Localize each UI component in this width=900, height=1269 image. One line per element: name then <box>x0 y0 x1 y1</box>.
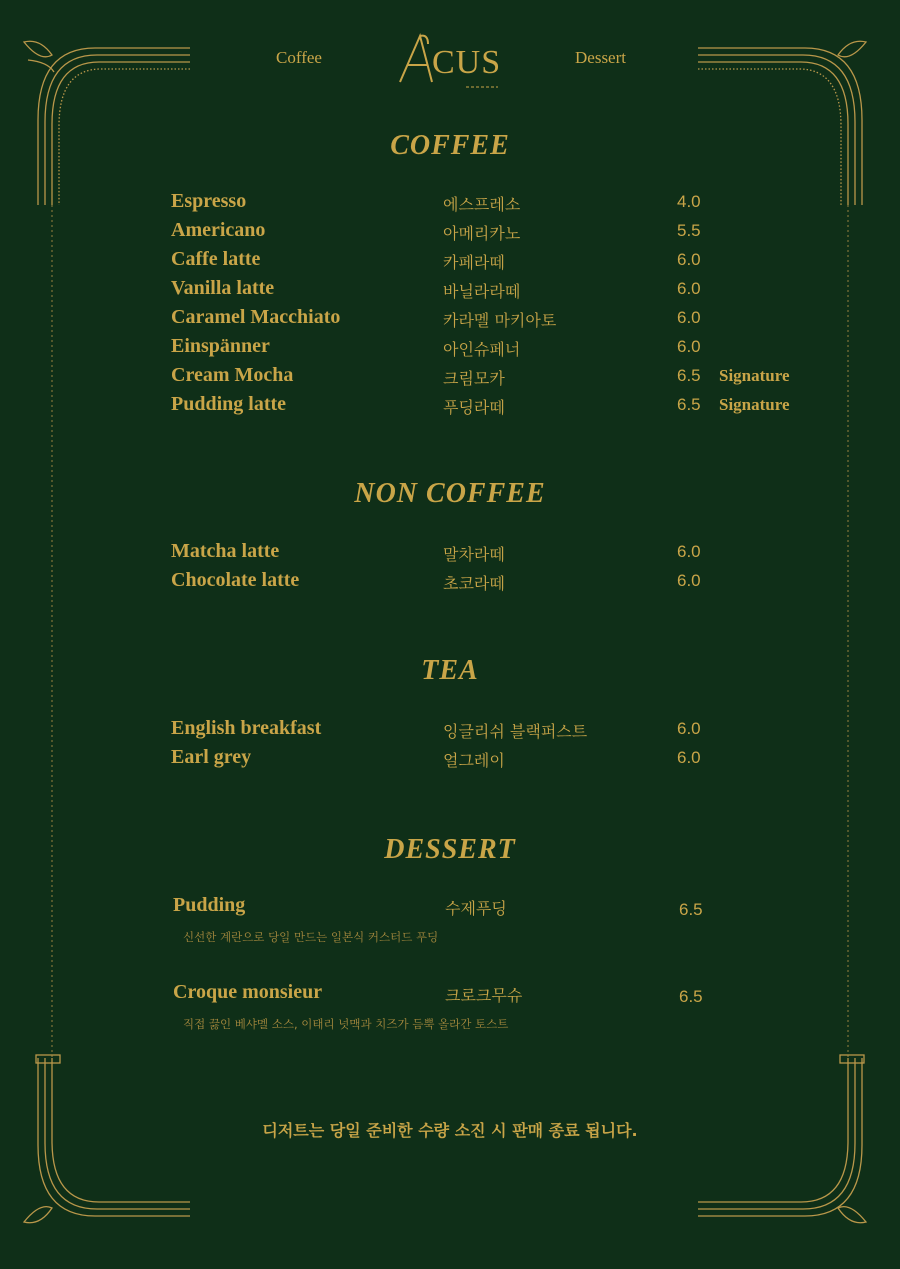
menu-item <box>0 219 900 248</box>
item-name-ko: 카라멜 마키아토 <box>443 311 557 330</box>
item-name-ko: 얼그레이 <box>443 751 505 770</box>
menu-item <box>0 894 900 923</box>
menu-item <box>0 981 900 1010</box>
item-name-ko: 초코라떼 <box>443 574 505 593</box>
signature-badge: Signature <box>719 395 790 414</box>
item-price: 6.0 <box>677 337 701 356</box>
item-price: 4.0 <box>677 192 701 211</box>
item-name-en: Caramel Macchiato <box>171 306 341 328</box>
item-name-en: Chocolate latte <box>171 569 300 591</box>
logo-wordmark: CUS <box>432 44 502 81</box>
item-price: 6.5 <box>677 395 701 414</box>
item-name-en: Espresso <box>171 190 247 212</box>
section-title-tea: TEA <box>421 655 479 686</box>
item-name-en: Earl grey <box>171 746 252 768</box>
item-description: 신선한 계란으로 당일 만드는 일본식 커스터드 푸딩 <box>183 930 439 944</box>
section-title-coffee: COFFEE <box>390 130 510 161</box>
item-description: 직접 끓인 베샤멜 소스, 이태리 넛맥과 치즈가 듬뿍 올라간 토스트 <box>183 1017 509 1031</box>
item-price: 6.5 <box>679 987 703 1006</box>
item-name-ko: 푸딩라떼 <box>443 398 505 417</box>
nav-coffee-link[interactable]: Coffee <box>276 48 322 67</box>
menu-item <box>0 717 900 746</box>
item-price: 6.0 <box>677 279 701 298</box>
item-name-ko: 수제푸딩 <box>445 899 507 918</box>
menu-item <box>0 393 900 422</box>
item-name-en: Vanilla latte <box>171 277 275 299</box>
item-name-en: Einspänner <box>171 335 270 357</box>
item-name-ko: 크림모카 <box>443 369 505 388</box>
section-title-dessert: DESSERT <box>384 834 516 865</box>
signature-badge: Signature <box>719 366 790 385</box>
menu-item <box>0 277 900 306</box>
item-price: 6.0 <box>677 308 701 327</box>
item-name-en: Pudding <box>173 894 246 916</box>
item-name-ko: 크로크무슈 <box>445 986 523 1005</box>
item-name-en: Pudding latte <box>171 393 287 415</box>
menu-item <box>0 248 900 277</box>
menu-item <box>0 540 900 569</box>
item-price: 6.5 <box>679 900 703 919</box>
menu-item <box>0 335 900 364</box>
item-price: 6.0 <box>677 719 701 738</box>
item-name-en: Americano <box>171 219 266 241</box>
item-name-ko: 아인슈페너 <box>443 340 521 359</box>
item-name-ko: 말차라떼 <box>443 545 505 564</box>
nav-dessert-link[interactable]: Dessert <box>575 48 626 67</box>
item-price: 6.5 <box>677 366 701 385</box>
menu-item <box>0 569 900 598</box>
item-name-ko: 에스프레소 <box>443 195 521 214</box>
item-name-en: Croque monsieur <box>173 981 323 1003</box>
section-title-non-coffee: NON COFFEE <box>354 478 546 509</box>
item-price: 6.0 <box>677 748 701 767</box>
item-name-ko: 카페라떼 <box>443 253 505 272</box>
item-price: 6.0 <box>677 250 701 269</box>
menu-item <box>0 190 900 219</box>
item-name-en: Caffe latte <box>171 248 261 270</box>
menu-item <box>0 746 900 775</box>
item-price: 6.0 <box>677 542 701 561</box>
item-name-en: Matcha latte <box>171 540 280 562</box>
menu-item <box>0 306 900 335</box>
item-name-ko: 잉글리쉬 블랙퍼스트 <box>443 722 588 741</box>
item-name-ko: 바닐라라떼 <box>443 282 521 301</box>
item-name-ko: 아메리카노 <box>443 224 521 243</box>
item-name-en: English breakfast <box>171 717 322 739</box>
item-name-en: Cream Mocha <box>171 364 294 386</box>
menu-item <box>0 364 900 393</box>
footer-notice: 디저트는 당일 준비한 수량 소진 시 판매 종료 됩니다. <box>262 1121 638 1140</box>
item-price: 5.5 <box>677 221 701 240</box>
item-price: 6.0 <box>677 571 701 590</box>
